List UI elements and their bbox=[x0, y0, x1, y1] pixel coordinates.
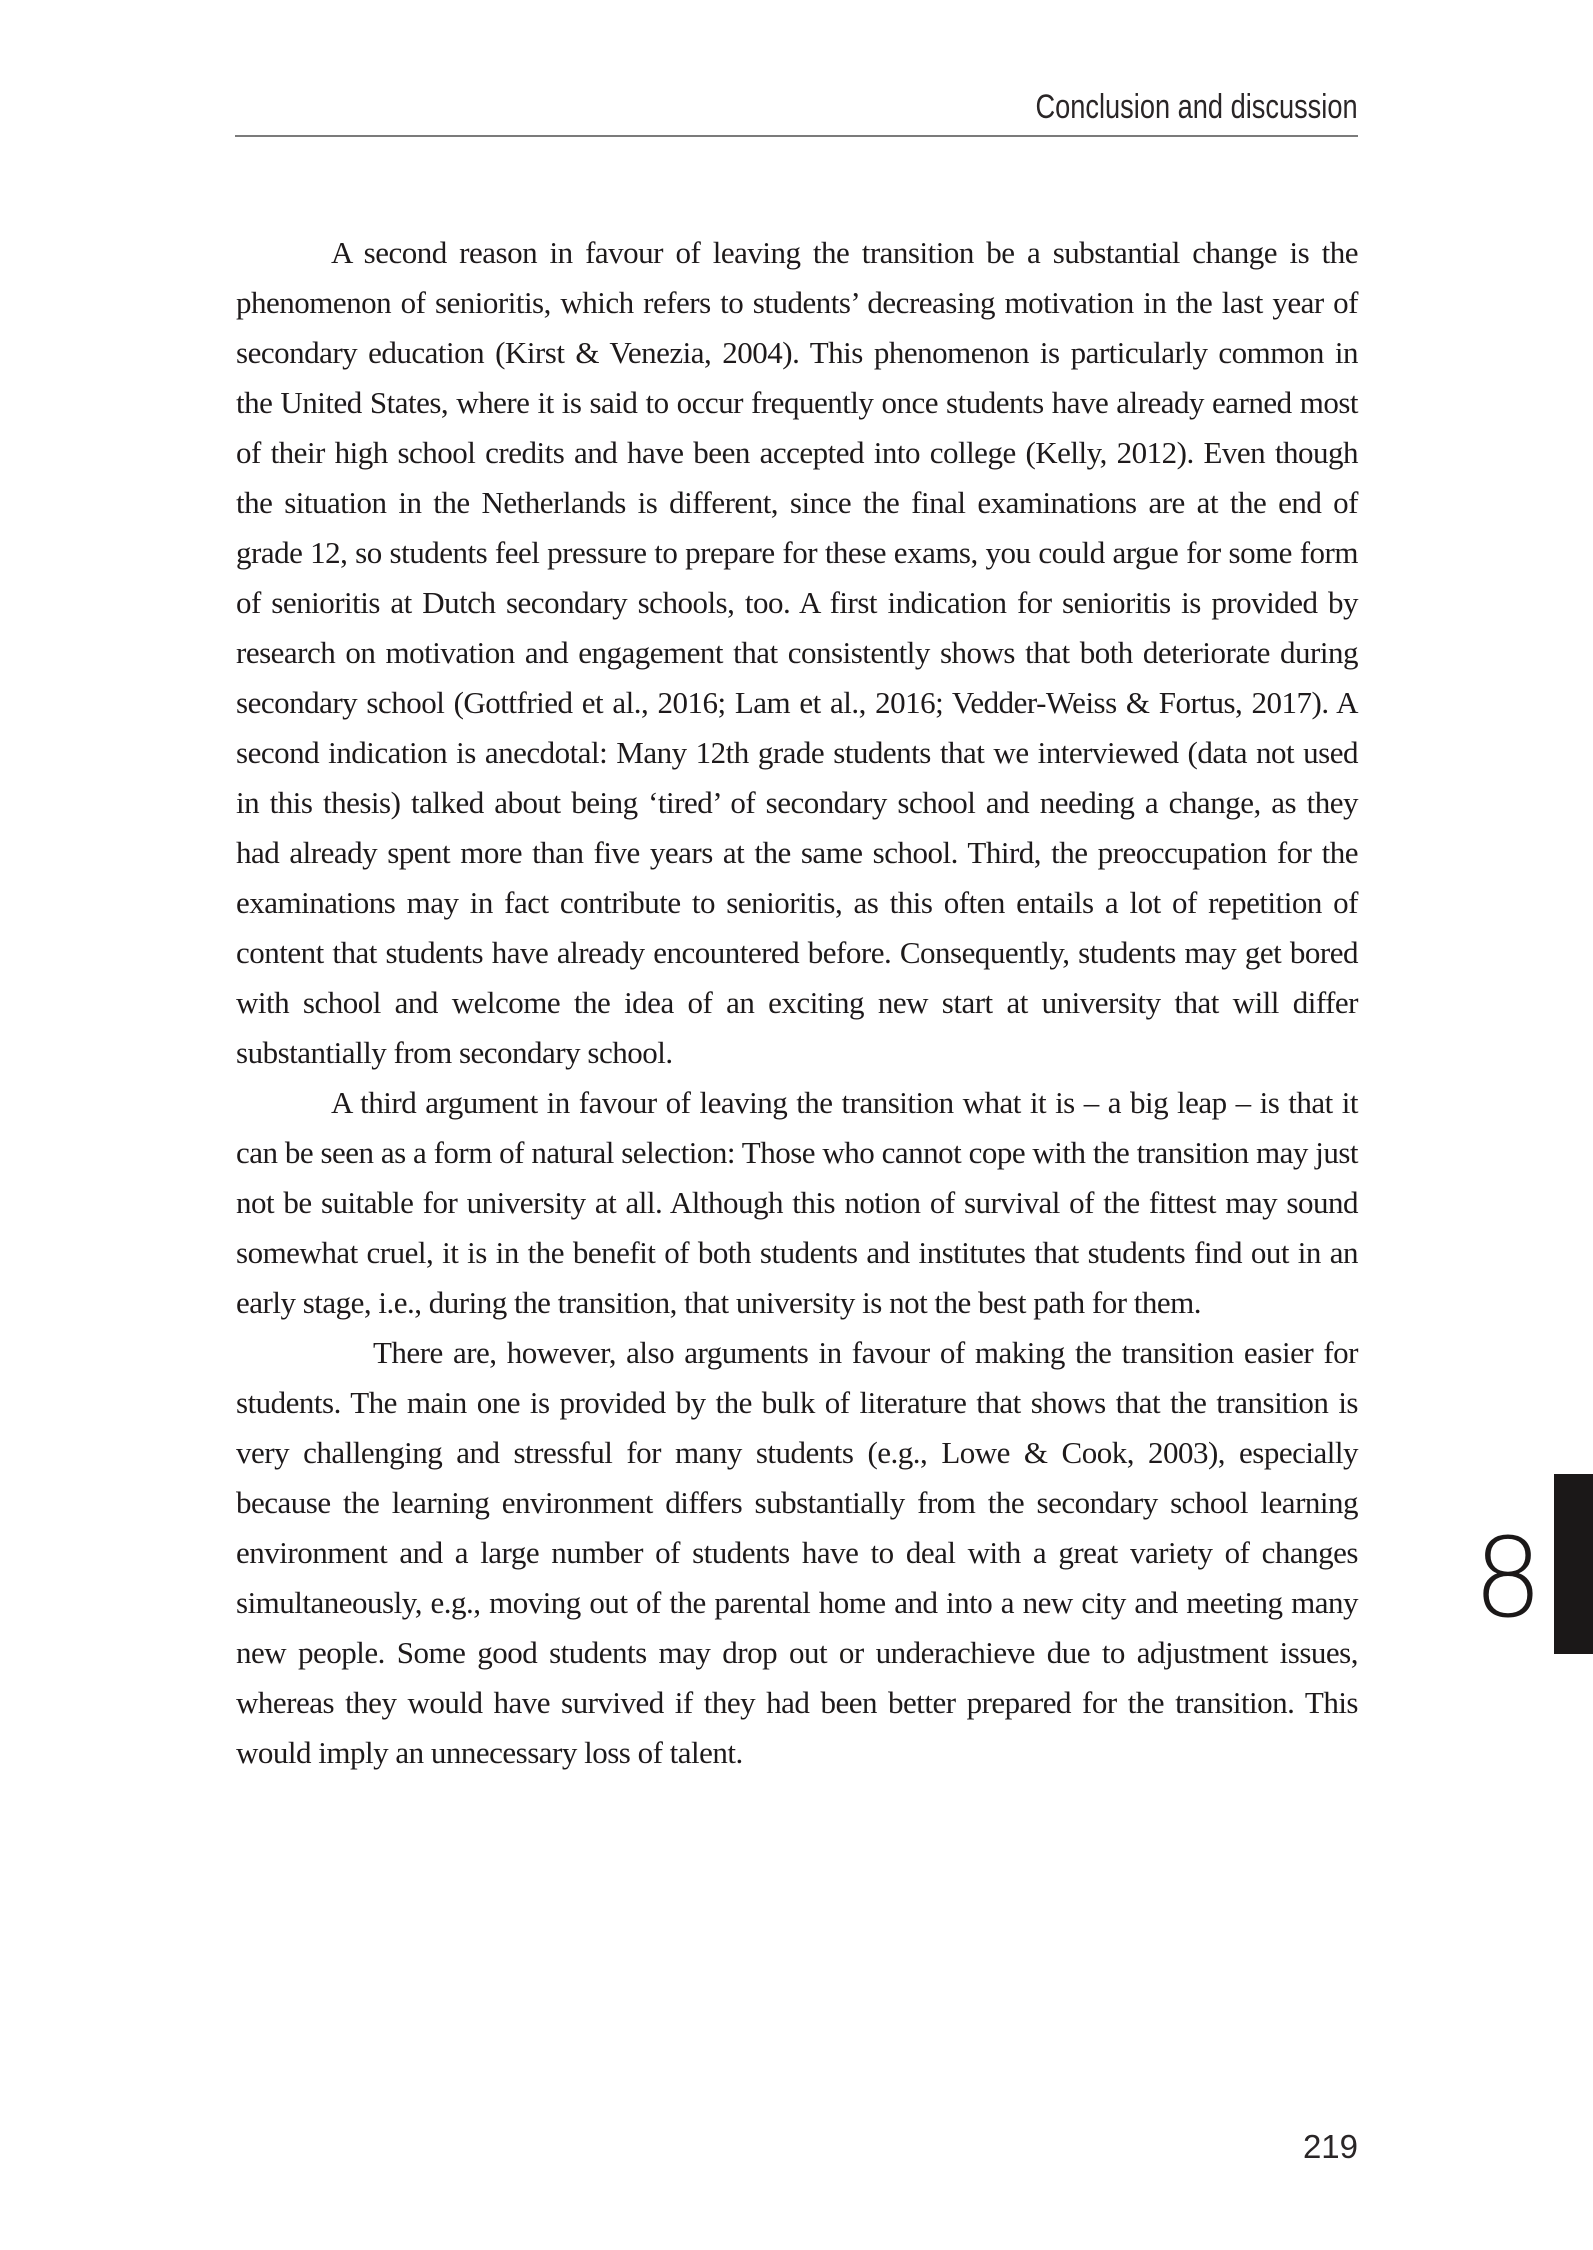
body-paragraph-2: A third argument in favour of leaving the transition what it is – a big leap – is that it can be seen as a form of natural selection: Those who cannot cope with the transition may just not be suitable for university at all. Although this notion of survival of the fittest may sound somewhat cruel, it is in the benefit of both students and institutes that students find out in an early stage, i.e., during the transition, that university is not the best path for them. bbox=[236, 1085, 1358, 1320]
running-head-title: Conclusion and discussion bbox=[1035, 88, 1358, 126]
header-rule bbox=[235, 135, 1358, 137]
chapter-number-label: 8 bbox=[1473, 1514, 1543, 1642]
page-body bbox=[236, 228, 1358, 1778]
page-number: 219 bbox=[1302, 2128, 1358, 2165]
body-paragraph-3: There are, however, also arguments in favour of making the transition easier for students. The main one is provided by the bulk of literature that shows that the transition is very challenging and stressful for many students (e.g., Lowe & Cook, 2003), especially because the learning environment differs substantially from the secondary school learning environment and a large number of students have to deal with a great variety of changes simultaneously, e.g., moving out of the parental home and into a new city and meeting many new people. Some good students may drop out or underachieve due to adjustment issues, whereas they would have survived if they had been better prepared for the transition. This would imply an unnecessary loss of talent. bbox=[236, 1335, 1358, 1770]
chapter-tab-bar bbox=[1554, 1474, 1593, 1654]
body-paragraph-1: A second reason in favour of leaving the transition be a substantial change is the phenomenon of senioritis, which refers to students’ decreasing motivation in the last year of secondary education (Kirst & Venezia, 2004). This phenomenon is particularly common in the United States, where it is said to occur frequently once students have already earned most of their high school credits and have been accepted into college (Kelly, 2012). Even though the situation in the Netherlands is different, since the final examinations are at the end of grade 12, so students feel pressure to prepare for these exams, you could argue for some form of senioritis at Dutch secondary schools, too. A first indication for senioritis is provided by research on motivation and engagement that consistently shows that both deteriorate during secondary school (Gottfried et al., 2016; Lam et al., 2016; Vedder-Weiss & Fortus, 2017). A second indication is anecdotal: Many 12th grade students that we interviewed (data not used in this thesis) talked about being ‘tired’ of secondary school and needing a change, as they had already spent more than five years at the same school. Third, the preoccupation for the examinations may in fact contribute to senioritis, as this often entails a lot of repetition of content that students have already encountered before. Consequently, students may get bored with school and welcome the idea of an exciting new start at university that will differ substantially from secondary school. bbox=[236, 235, 1358, 1070]
